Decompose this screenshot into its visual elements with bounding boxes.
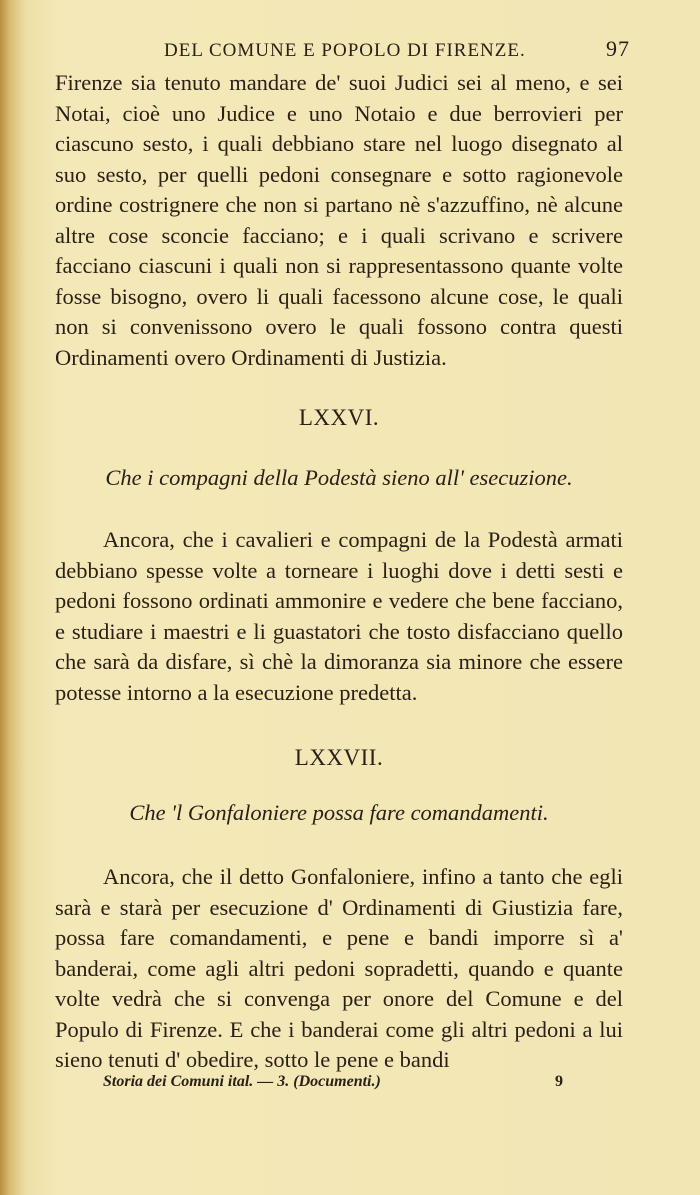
- paragraph-lxxvi: Ancora, che i cavalieri e compagni de la Podestà armati debbiano spesse volte a torneare i luoghi dove i detti sesti e pedoni fossono ordinati ammonire e vedere che bene facciano, e studiare i maestri e li guastatori che tosto disfacciano quello che sarà da disfare, sì chè la dimoranza sia minore che essere potesse intorno a la esecuzione predetta.: [55, 527, 623, 705]
- running-head-title: DEL COMUNE E POPOLO DI FIRENZE.: [164, 40, 526, 61]
- paragraph-continuation: Firenze sia tenuto mandare de' suoi Judici sei al meno, e sei Notai, cioè uno Judice e uno Notaio e due berrovieri per ciascuno sesto, i quali debbiano stare nel luogo disegnato al suo sesto, per quelli pedoni consegnare e sotto ragionevole ordine costrignere che non si partano nè s'azzuffino, nè alcune altre cose sconcie facciano; e i quali scrivano e scrivere facciano ciascuni i quali non si rappresentassono quante volte fosse bisogno, overo li quali facessono alcune cose, le quali non si convenissono overo le quali fossono contra questi Ordinamenti overo Ordinamenti di Justizia.: [55, 70, 623, 370]
- page-number: 97: [606, 36, 630, 61]
- sheet-number: 9: [555, 1073, 563, 1090]
- section-title-lxxvii: Che 'l Gonfaloniere possa fare comandamenti.: [129, 800, 549, 825]
- section-title-lxxvi: Che i compagni della Podestà sieno all' esecuzione.: [105, 465, 573, 490]
- signature-mark: Storia dei Comuni ital. — 3. (Documenti.): [103, 1073, 381, 1090]
- page-footer: [103, 1073, 563, 1091]
- section-number-lxxvi: LXXVI.: [298, 405, 380, 430]
- section-number-lxxvii: LXXVII.: [294, 745, 384, 770]
- paragraph-lxxvii: Ancora, che il detto Gonfaloniere, infino a tanto che egli sarà e starà per esecuzione d' Ordinamenti di Giustizia fare, possa fare comandamenti, e pene e bandi imporre sì a' banderai, come agli altri pedoni sopradetti, quando e quante volte vedrà che si convenga per onore del Comune e del Populo di Firenze. E che i banderai come gli altri pedoni a lui sieno tenuti d' obedire, sotto le pene e bandi: [55, 864, 623, 1072]
